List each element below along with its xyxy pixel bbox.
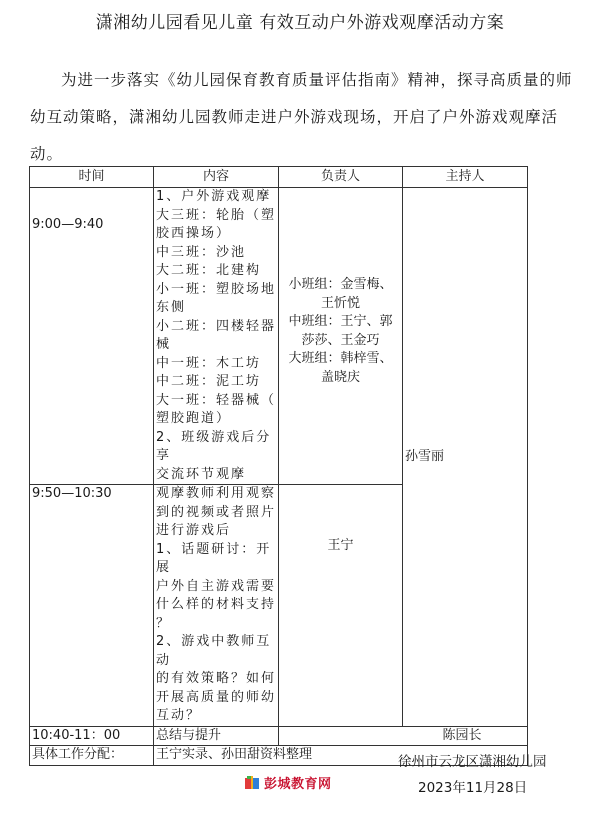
book-logo-icon	[244, 775, 260, 791]
watermark-text: 彭城教育网	[264, 777, 332, 792]
header-host: 主持人	[403, 167, 528, 188]
schedule-table	[29, 166, 528, 766]
content-line: 大二班：北建构	[156, 263, 262, 278]
row2-time: 9:50—10:30	[30, 485, 154, 727]
header-time: 时间	[30, 167, 154, 188]
content-line: 中一班：木工坊	[156, 355, 262, 371]
responsible-line: 盖晓庆	[320, 369, 360, 385]
row1-content	[154, 188, 279, 485]
intro-paragraph: 为进一步落实《幼儿园保育教育质量评估指南》精神，探寻高质量的师幼互动策略，潇湘幼儿园教师走进户外游戏现场，开启了户外游戏观摩活动。	[30, 71, 573, 163]
content-line: 户外自主游戏需要	[156, 578, 277, 594]
row1-responsible	[279, 188, 403, 485]
content-line: 胶西操场）	[156, 226, 232, 241]
content-line: ？	[156, 615, 172, 631]
header-responsible: 负责人	[279, 167, 403, 188]
document-date: 2023年11月28日	[418, 780, 528, 796]
row3-content: 总结与提升	[154, 726, 279, 746]
content-line: 2、游戏中教师互动	[156, 634, 272, 668]
header-content: 内容	[154, 167, 279, 188]
content-line: 大一班：轻器械（	[156, 392, 277, 408]
content-line: 东侧	[156, 300, 187, 315]
row4-label: 具体工作分配：	[30, 746, 154, 766]
row3-time: 10:40-11：00	[30, 726, 154, 746]
content-line: 1、户外游戏观摩	[156, 189, 272, 204]
responsible-line: 中班组：王宁、郭	[288, 314, 393, 329]
content-line: 互动？	[156, 708, 202, 723]
table-row	[30, 726, 528, 746]
responsible-line: 莎莎、王金巧	[301, 332, 380, 348]
content-line: 大三班：轮胎（塑	[156, 207, 277, 223]
host-cell: 孙雪丽	[403, 188, 528, 727]
row2-content	[154, 485, 279, 727]
table-header-row	[30, 167, 528, 188]
watermark-logo	[244, 773, 332, 792]
content-line: 进行游戏后	[156, 523, 232, 538]
responsible-line: 王忻悦	[320, 295, 360, 311]
responsible-line: 小班组：金雪梅、	[288, 277, 393, 292]
content-line: 小二班：四楼轻器	[156, 318, 277, 334]
responsible-line: 大班组：韩梓雪、	[288, 351, 393, 366]
content-line: 塑胶跑道）	[156, 411, 232, 426]
content-line: 中三班：沙池	[156, 244, 247, 260]
content-line: 交流环节观摩	[156, 466, 247, 482]
row4-content: 王宁实录、孙田甜资料整理	[154, 746, 528, 766]
row2-responsible: 王宁	[279, 485, 403, 727]
row3-host: 陈园长	[279, 726, 528, 746]
content-line: 械	[156, 337, 172, 352]
content-line: 开展高质量的师幼	[156, 689, 277, 705]
content-line: 小一班：塑胶场地	[156, 281, 277, 297]
content-line: 中二班：泥工坊	[156, 374, 262, 389]
row1-time: 9:00—9:40	[30, 188, 154, 485]
content-line: 的有效策略？如何	[156, 671, 277, 686]
content-line: 观摩教师利用观察	[156, 486, 277, 501]
content-line: 到的视频或者照片	[156, 504, 277, 520]
content-line: 2、班级游戏后分享	[156, 429, 272, 463]
content-line: 1、话题研讨：开展	[156, 541, 272, 575]
table-row	[30, 188, 528, 485]
document-title: 潇湘幼儿园看见儿童 有效互动户外游戏观摩活动方案	[95, 13, 505, 33]
content-line: 什么样的材料支持	[156, 597, 277, 612]
school-name: 徐州市云龙区潇湘幼儿园	[398, 754, 547, 770]
